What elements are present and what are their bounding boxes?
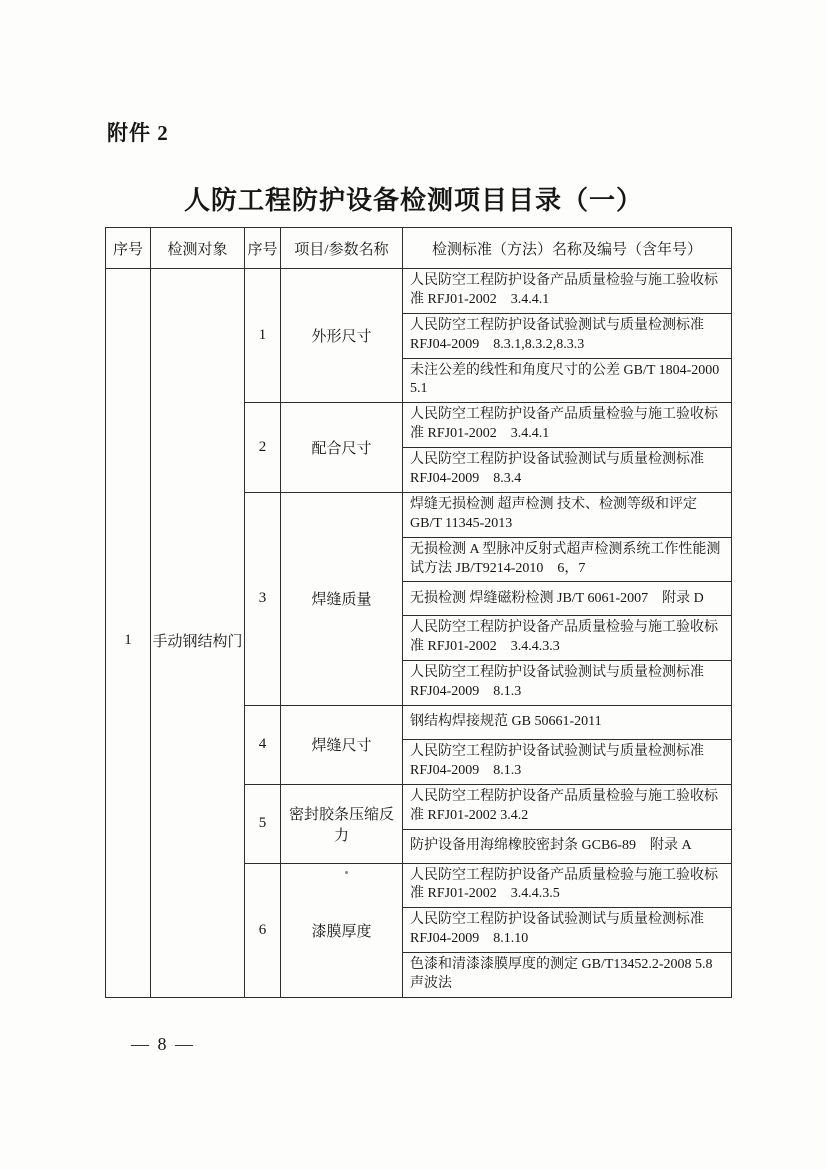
- standard-cell: 人民防空工程防护设备产品质量检验与施工验收标准 RFJ01-2002 3.4.4.1: [403, 269, 732, 314]
- item-seq-cell: 6: [245, 863, 281, 997]
- item-seq-cell: 3: [245, 492, 281, 705]
- attachment-label: 附件 2: [107, 121, 169, 145]
- item-name-cell: 焊缝尺寸: [281, 706, 403, 785]
- page-number: — 8 —: [131, 1034, 195, 1054]
- standard-cell: 钢结构焊接规范 GB 50661-2011: [403, 706, 732, 740]
- standard-cell: 人民防空工程防护设备产品质量检验与施工验收标准 RFJ01-2002 3.4.4.1: [403, 403, 732, 448]
- item-seq-cell: 1: [245, 269, 281, 403]
- standard-cell: 防护设备用海绵橡胶密封条 GCB6-89 附录 A: [403, 829, 732, 863]
- page-title: 人防工程防护设备检测项目目录（一）: [183, 186, 643, 215]
- item-name-cell: 配合尺寸: [281, 403, 403, 493]
- col-header-standard: 检测标准（方法）名称及编号（含年号）: [403, 228, 732, 269]
- item-name-cell: 密封胶条压缩反力: [281, 784, 403, 863]
- standard-cell: 人民防空工程防护设备产品质量检验与施工验收标准 RFJ01-2002 3.4.2: [403, 784, 732, 829]
- standard-cell: 无损检测 A 型脉冲反射式超声检测系统工作性能测试方法 JB/T9214-2010 6，7: [403, 537, 732, 582]
- col-header-item-name: 项目/参数名称: [281, 228, 403, 269]
- standard-cell: 色漆和清漆漆膜厚度的测定 GB/T13452.2-2008 5.8 声波法: [403, 953, 732, 998]
- table-row: [106, 269, 732, 314]
- col-header-item-seq: 序号: [245, 228, 281, 269]
- standard-cell: 人民防空工程防护设备试验测试与质量检测标准 RFJ04-2009 8.1.3: [403, 740, 732, 785]
- item-seq-cell: 4: [245, 706, 281, 785]
- standard-cell: 人民防空工程防护设备产品质量检验与施工验收标准 RFJ01-2002 3.4.4.3.3: [403, 616, 732, 661]
- scan-speckle-artifact: [345, 871, 348, 874]
- item-name-cell: 漆膜厚度: [281, 863, 403, 997]
- header-row: [106, 228, 732, 269]
- standard-cell: 人民防空工程防护设备试验测试与质量检测标准 RFJ04-2009 8.3.1,8.3.2,8.3.3: [403, 313, 732, 358]
- item-seq-cell: 5: [245, 784, 281, 863]
- col-header-object: 检测对象: [151, 228, 245, 269]
- item-seq-cell: 2: [245, 403, 281, 493]
- standard-cell: 未注公差的线性和角度尺寸的公差 GB/T 1804-2000 5.1: [403, 358, 732, 403]
- standard-cell: 人民防空工程防护设备试验测试与质量检测标准 RFJ04-2009 8.1.10: [403, 908, 732, 953]
- object-name-cell: 手动钢结构门: [151, 269, 245, 998]
- col-header-seq: 序号: [106, 228, 151, 269]
- item-name-cell: 焊缝质量: [281, 492, 403, 705]
- item-name-cell: 外形尺寸: [281, 269, 403, 403]
- standard-cell: 焊缝无损检测 超声检测 技术、检测等级和评定 GB/T 11345-2013: [403, 492, 732, 537]
- standard-cell: 人民防空工程防护设备产品质量检验与施工验收标准 RFJ01-2002 3.4.4.3.5: [403, 863, 732, 908]
- standard-cell: 人民防空工程防护设备试验测试与质量检测标准 RFJ04-2009 8.3.4: [403, 448, 732, 493]
- standard-cell: 人民防空工程防护设备试验测试与质量检测标准 RFJ04-2009 8.1.3: [403, 661, 732, 706]
- object-seq-cell: 1: [106, 269, 151, 998]
- standard-cell: 无损检测 焊缝磁粉检测 JB/T 6061-2007 附录 D: [403, 582, 732, 616]
- catalog-table: [105, 227, 732, 998]
